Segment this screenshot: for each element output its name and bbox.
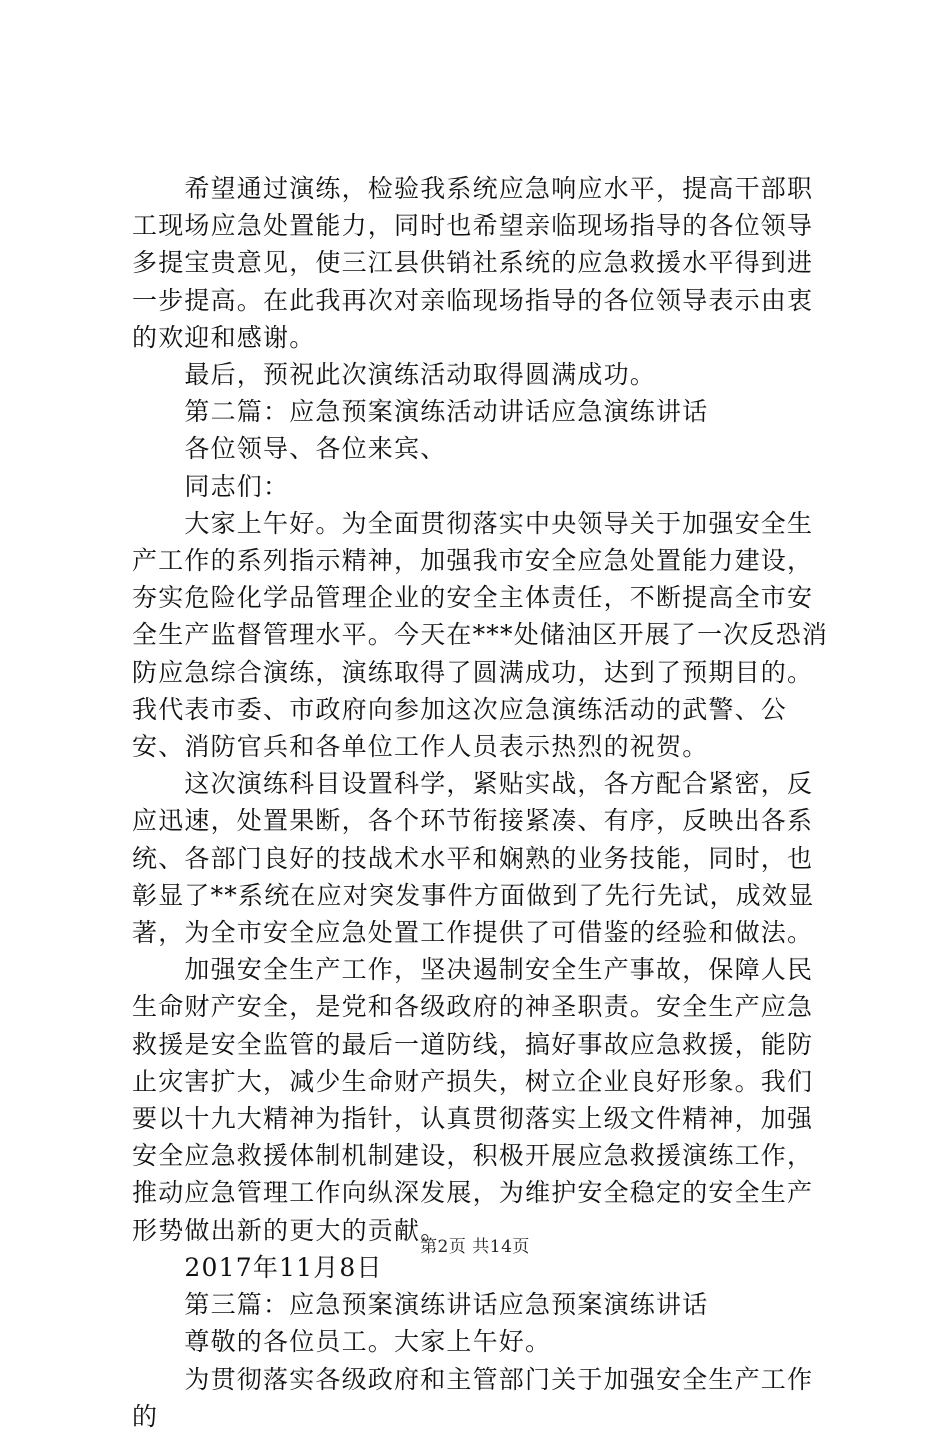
paragraph-safety-duty: 加强安全生产工作，坚决遏制安全生产事故，保障人民生命财产安全，是党和各级政府的神圣职责。安全生产应急救援是安全监管的最后一道防线，搞好事故应急救援，能防止灾害扩大，减少生命财产损失，树立企业良好形象。我们要以十九大精神为指针，认真贯彻落实上级文件精神，加强安全应急救援体制机制建设，积极开展应急救援演练工作，推动应急管理工作向纵深发展，为维护安全稳定的安全生产形势做出新的更大的贡献。 xyxy=(132,955,814,1245)
page-footer: 第2页 共14页 xyxy=(420,1237,530,1257)
paragraph-part-3-opening: 为贯彻落实各级政府和主管部门关于加强安全生产工作的 xyxy=(132,1364,814,1431)
section-heading-part-2: 第二篇：应急预案演练活动讲话应急演练讲话 xyxy=(132,397,709,427)
salutation-comrades: 同志们： xyxy=(132,471,290,501)
paragraph-intro: 希望通过演练，检验我系统应急响应水平，提高干部职工现场应急处置能力，同时也希望亲临现场指导的各位领导多提宝贵意见，使三江县供销社系统的应急救援水平得到进一步提高。在此我再次对亲临现场指导的各位领导表示由衷的欢迎和感谢。 xyxy=(132,174,814,352)
salutation-employees: 尊敬的各位员工。大家上午好。 xyxy=(132,1327,552,1357)
paragraph-greeting: 大家上午好。为全面贯彻落实中央领导关于加强安全生产工作的系列指示精神，加强我市安全应急处置能力建设，夯实危险化学品管理企业的安全主体责任，不断提高全市安全生产监督管理水平。今天在***处储油区开展了一次反恐消防应急综合演练，演练取得了圆满成功，达到了预期目的。我代表市委、市政府向参加这次应急演练活动的武警、公安、消防官兵和各单位工作人员表示热烈的祝贺。 xyxy=(132,508,829,762)
paragraph-drill-review: 这次演练科目设置科学，紧贴实战，各方配合紧密，反应迅速，处置果断，各个环节衔接紧凑、有序，反映出各系统、各部门良好的技战术水平和娴熟的业务技能，同时，也彰显了**系统在应对突发事件方面做到了先行先试，成效显著，为全市安全应急处置工作提供了可借鉴的经验和做法。 xyxy=(132,769,815,948)
paragraph-closing-wish: 最后，预祝此次演练活动取得圆满成功。 xyxy=(132,360,657,390)
date-line: 2017年11月8日 xyxy=(132,1252,383,1282)
salutation-leaders: 各位领导、各位来宾、 xyxy=(132,434,447,464)
section-heading-part-3: 第三篇：应急预案演练讲话应急预案演练讲话 xyxy=(132,1290,709,1320)
